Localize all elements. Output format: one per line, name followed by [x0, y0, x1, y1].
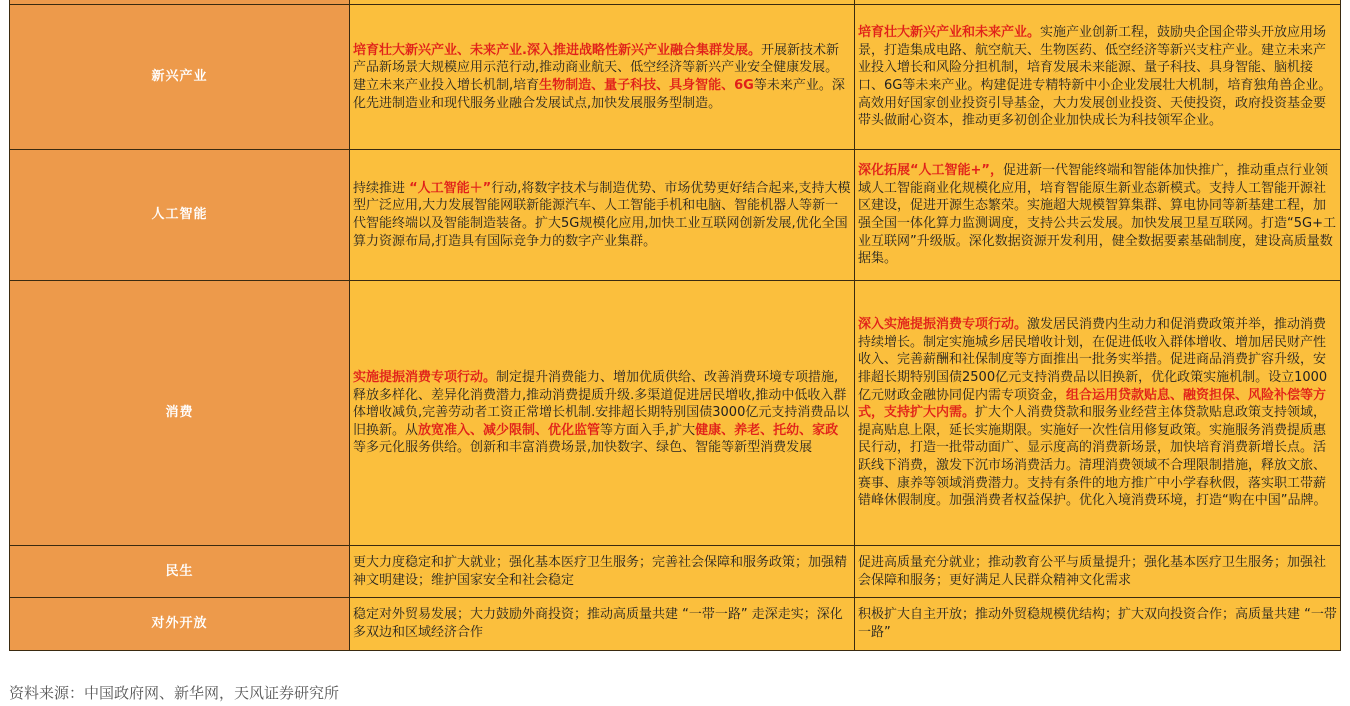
category-cell: 民生: [10, 546, 350, 598]
table-row: [10, 598, 1341, 651]
highlight-text: 组合运用贷款贴息、融资担保、风险补偿等方式，支持扩大内需。: [858, 387, 1327, 421]
table-row: [10, 281, 1341, 546]
right-policy-cell: [855, 5, 1341, 150]
body-text: 实施产业创新工程，鼓励央企国企带头开放应用场景，打造集成电路、航空航天、生物医药、低空经济等新兴支柱产业。建立未来产业投入增长和风险分担机制，培育发展未来能源、量子科技、具身智能、脑机接口、6G等未来产业。构建促进专精特新中小企业发展壮大机制，培育独角兽企业。高效用好国家创业投资引导基金，大力发展创业投资、天使投资，政府投资基金要带头做耐心资本，推动更多初创企业加快成长为科技领军企业。: [858, 25, 1332, 129]
body-text: 促进新一代智能终端和智能体加快推广，推动重点行业领域人工智能商业化规模化应用，培育智能原生新业态新模式。支持人工智能开源社区建设，促进开源生态繁荣。实施超大规模智算集群、算电协同等新基建工程，加强全国一体化算力监测调度，支持公共云发展。加快发展卫星互联网。打造“5G+工业互联网”升级版。深化数据资源开发利用，健全数据要素基础制度，建设高质量数据集。: [858, 163, 1336, 267]
body-text: 扩大个人消费贷款和服务业经营主体贷款贴息政策支持领域，提高贴息上限，延长实施期限。实施好一次性信用修复政策。实施服务消费提质惠民行动，打造一批带动面广、显示度高的消费新场景，加快培育消费新增长点。活跃线下消费，激发下沉市场消费活力。清理消费领域不合理限制措施，释放文旅、赛事、康养等领域消费潜力。支持有条件的地方推广中小学春秋假，落实职工带薪错峰休假制度。加强消费者权益保护。优化入境消费环境，打造“购在中国”品牌。: [858, 405, 1327, 509]
body-text: 等未来产业。深化先进制造业和现代服务业融合发展试点,加快发展服务型制造。: [353, 78, 845, 111]
highlight-text: 培育壮大新兴产业、未来产业.深入推进战略性新兴产业融合集群发展。: [353, 42, 761, 58]
highlight-text: “人工智能＋”: [409, 180, 492, 196]
body-text: 制定提升消费能力、增加优质供给、改善消费环境专项措施,释放多样化、差异化消费潜力,推动消费提质升级.多渠道促进居民增收,推动中低收入群体增收减负,完善劳动者工资正常增长机制.安排超长期特别国债3000亿元支持消费品以旧换新。从: [353, 370, 850, 438]
body-text: 更大力度稳定和扩大就业；强化基本医疗卫生服务；完善社会保障和服务政策；加强精神文明建设；维护国家安全和社会稳定: [353, 554, 848, 588]
mid-policy-cell: [350, 546, 855, 598]
highlight-text: 生物制造、量子科技、具身智能、6G: [539, 78, 754, 93]
category-cell: 对外开放: [10, 598, 350, 651]
table-row: [10, 150, 1341, 281]
body-text: 等多元化服务供给。创新和丰富消费场景,加快数字、绿色、智能等新型消费发展: [353, 440, 813, 456]
body-text: 促进高质量充分就业；推动教育公平与质量提升；强化基本医疗卫生服务；加强社会保障和服务；更好满足人民群众精神文化需求: [858, 554, 1327, 588]
highlight-text: 健康、养老、托幼、家政: [695, 422, 839, 438]
highlight-text: 实施提振消费专项行动。: [353, 370, 497, 386]
category-cell: 人工智能: [10, 150, 350, 281]
source-note: 资料来源：中国政府网、新华网，天风证券研究所: [9, 684, 340, 702]
category-cell: 消费: [10, 281, 350, 546]
right-policy-cell: [855, 150, 1341, 281]
body-text: 稳定对外贸易发展；大力鼓励外商投资；推动高质量共建 “一带一路” 走深走实；深化多双边和区域经济合作: [353, 607, 843, 640]
highlight-text: 培育壮大新兴产业和未来产业。: [858, 25, 1041, 41]
body-text: 激发居民消费内生动力和促消费政策并举，推动消费持续增长。制定实施城乡居民增收计划，在促进低收入群体增收、增加居民财产性收入、完善薪酬和社保制度等方面推出一批务实举措。促进商品消费扩容升级，安排超长期特别国债2500亿元支持消费品以旧换新，优化政策实施机制。设立1000亿元财政金融协同促内需专项资金，: [858, 317, 1328, 403]
table-row: [10, 546, 1341, 598]
right-policy-cell: [855, 546, 1341, 598]
highlight-text: 深化拓展“人工智能+”，: [858, 163, 1003, 179]
table-row: [10, 5, 1341, 150]
policy-comparison-table: [9, 0, 1341, 651]
right-policy-cell: [855, 281, 1341, 546]
mid-policy-cell: [350, 5, 855, 150]
highlight-text: 放宽准入、减少限制、优化监管: [418, 422, 601, 438]
highlight-text: 深入实施提振消费专项行动。: [858, 317, 1028, 333]
body-text: 等方面入手,扩大: [600, 422, 696, 438]
body-text: 开展新技术新产品新场景大规模应用示范行动,推动商业航天、低空经济等新兴产业安全健康发展。建立未来产业投入增长机制,培育: [353, 42, 839, 93]
mid-policy-cell: [350, 598, 855, 651]
body-text: 积极扩大自主开放；推动外贸稳规模优结构；扩大双向投资合作；高质量共建 “一带一路”: [858, 607, 1337, 640]
mid-policy-cell: [350, 150, 855, 281]
right-policy-cell: [855, 598, 1341, 651]
mid-policy-cell: [350, 281, 855, 546]
body-text: 持续推进: [353, 180, 410, 196]
category-cell: 新兴产业: [10, 5, 350, 150]
body-text: 行动,将数字技术与制造优势、市场优势更好结合起来,支持大模型广泛应用,大力发展智能网联新能源汽车、人工智能手机和电脑、智能机器人等新一代智能终端以及智能制造装备。扩大5G规模化应用,加快工业互联网创新发展,优化全国算力资源布局,打造具有国际竞争力的数字产业集群。: [353, 180, 851, 249]
